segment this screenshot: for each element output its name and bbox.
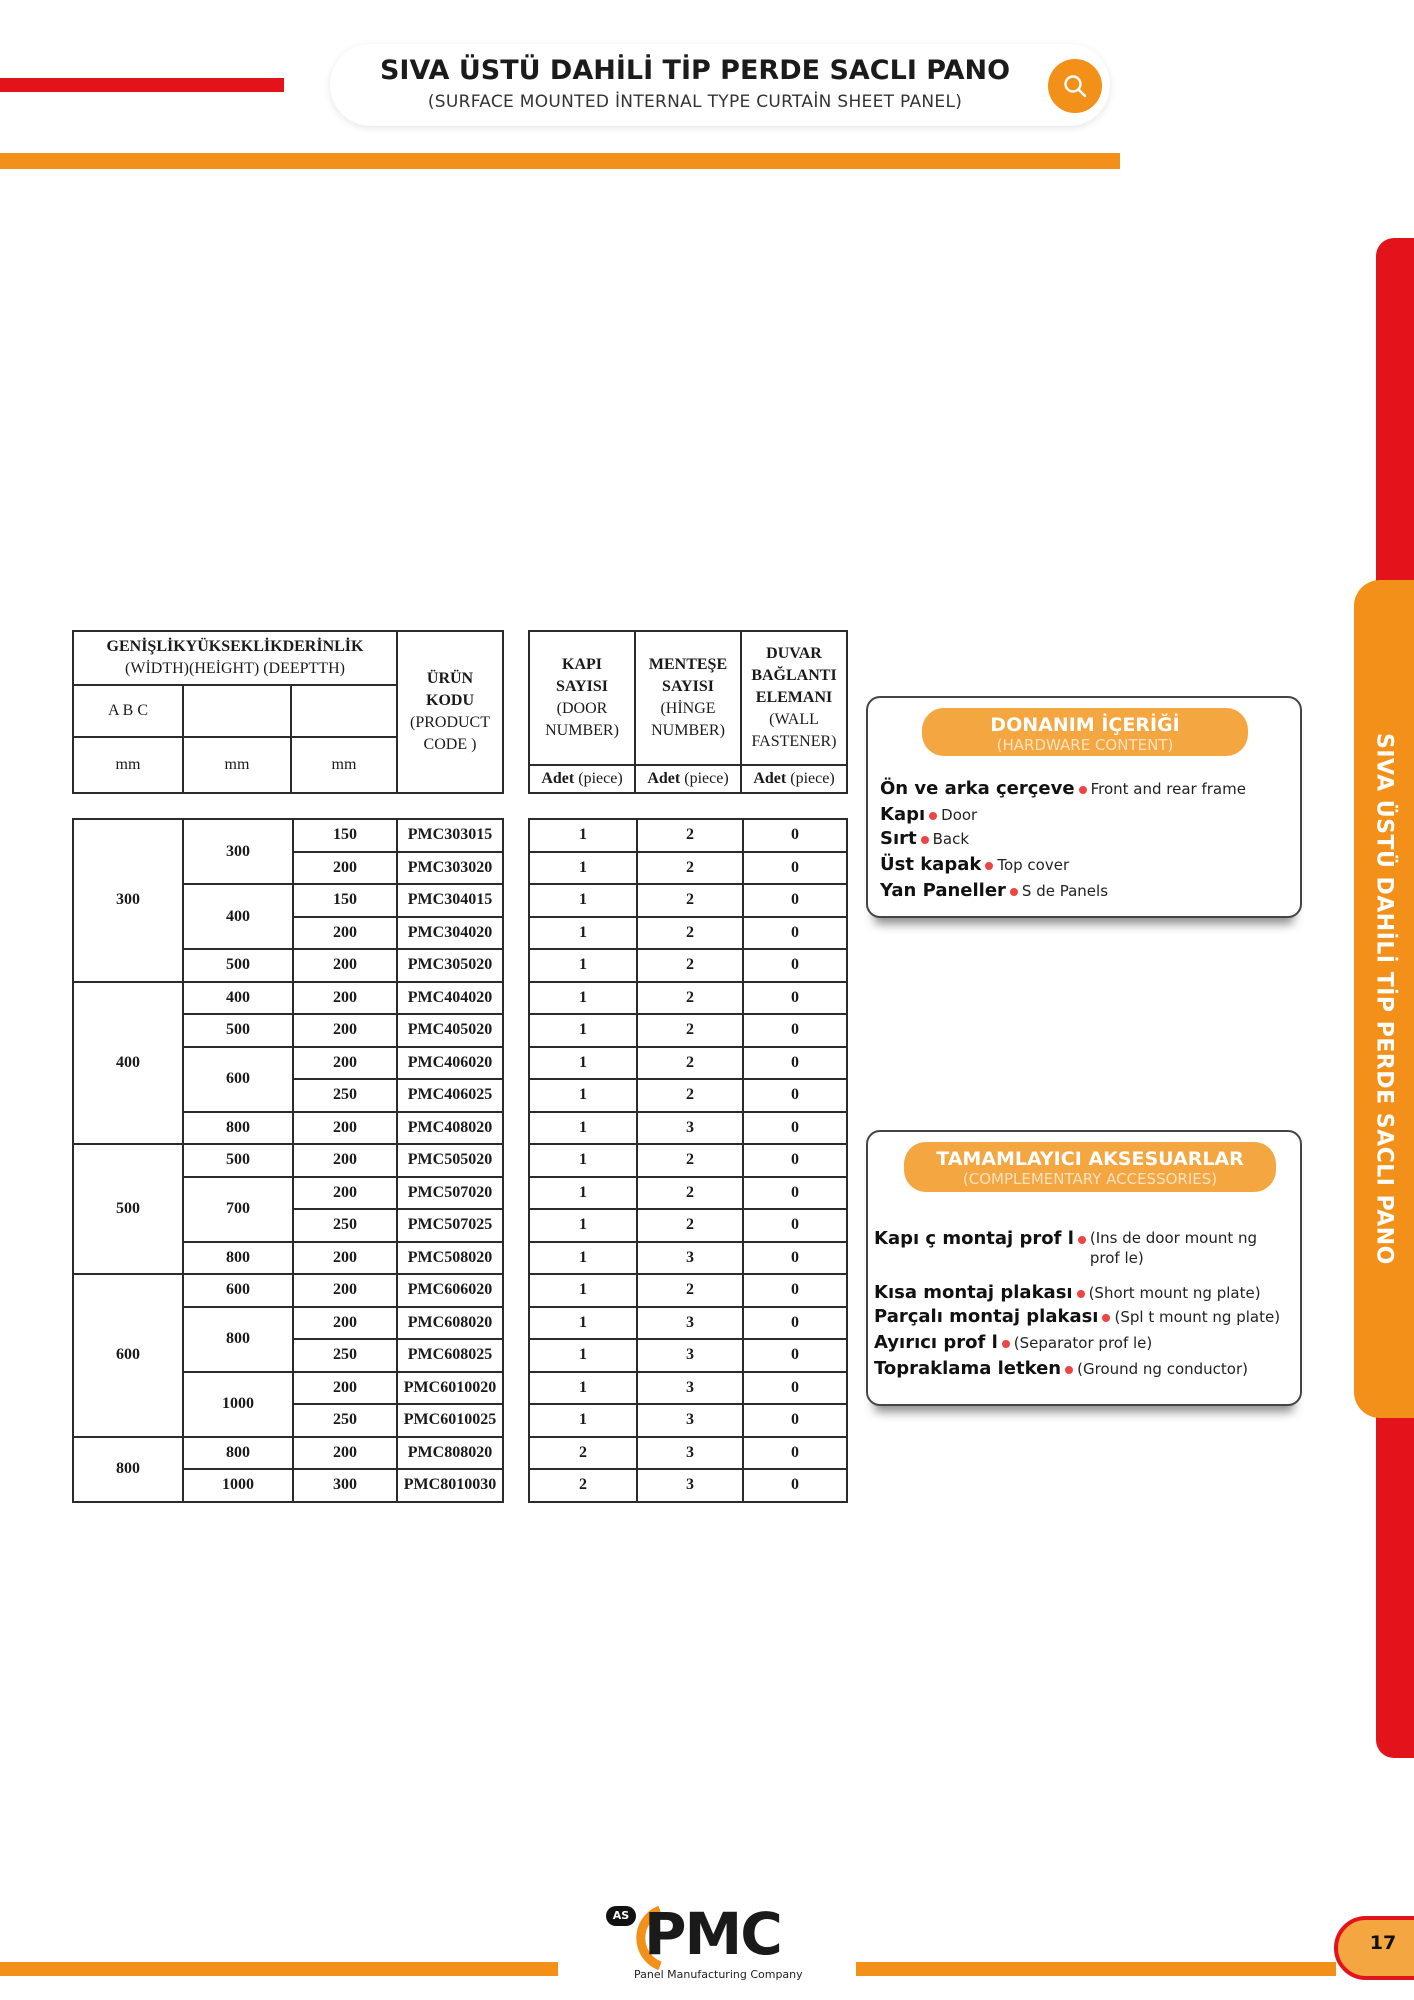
table-row xyxy=(529,819,847,852)
height-cell: 800 xyxy=(183,1112,293,1145)
width-cell: 800 xyxy=(73,1437,183,1502)
item-turkish-label: Sırt xyxy=(880,828,917,849)
depth-cell: 250 xyxy=(293,1339,397,1372)
item-turkish-label: Yan Paneller xyxy=(880,880,1006,901)
hinge-count-cell: 3 xyxy=(637,1469,743,1502)
table-row xyxy=(529,1112,847,1145)
product-code-cell: PMC408020 xyxy=(397,1112,503,1145)
table-row xyxy=(529,982,847,1015)
hardware-title: DONANIM İÇERİĞİ xyxy=(990,714,1180,736)
wall-fastener-cell: 0 xyxy=(743,884,847,917)
width-cell: 400 xyxy=(73,982,183,1145)
hinge-unit xyxy=(635,765,741,793)
item-english-label: (Ins de door mount ng prof le) xyxy=(1089,1229,1258,1267)
door-count-cell: 1 xyxy=(529,1014,637,1047)
dimension-sub-label: (WİDTH)(HEİGHT) (DEEPTTH) xyxy=(125,660,345,677)
product-code-cell: PMC608025 xyxy=(397,1339,503,1372)
door-count-cell: 1 xyxy=(529,1404,637,1437)
unit-depth: mm xyxy=(291,737,397,793)
depth-cell: 200 xyxy=(293,1144,397,1177)
adet-label: Adet xyxy=(753,770,787,787)
hinge-count-cell: 3 xyxy=(637,1404,743,1437)
item-turkish-label: Ön ve arka çerçeve xyxy=(880,778,1075,799)
depth-cell: 200 xyxy=(293,949,397,982)
item-english-label: (Short mount ng plate) xyxy=(1088,1284,1261,1302)
product-dimension-table xyxy=(72,818,504,1503)
depth-cell: 200 xyxy=(293,1437,397,1470)
search-icon xyxy=(1062,73,1088,99)
height-cell: 600 xyxy=(183,1274,293,1307)
list-item xyxy=(874,1306,1280,1327)
logo-tagline: Panel Manufacturing Company xyxy=(634,1968,803,1981)
wall-unit xyxy=(741,765,847,793)
adet-label: Adet xyxy=(647,770,681,787)
door-count-cell: 1 xyxy=(529,1079,637,1112)
dimension-top-label: GENİŞLİKYÜKSEKLİKDERİNLİK xyxy=(106,638,364,655)
bullet-dot-icon xyxy=(985,862,993,870)
table-row xyxy=(529,1372,847,1405)
wall-fastener-cell: 0 xyxy=(743,852,847,885)
height-cell: 500 xyxy=(183,949,293,982)
door-count-cell: 1 xyxy=(529,1307,637,1340)
hinge-count-cell: 2 xyxy=(637,1274,743,1307)
item-english-label: Back xyxy=(932,830,970,848)
item-english-label: Top cover xyxy=(997,856,1070,874)
door-count-cell: 1 xyxy=(529,1242,637,1275)
product-code-cell: PMC606020 xyxy=(397,1274,503,1307)
product-code-cell: PMC404020 xyxy=(397,982,503,1015)
product-code-cell: PMC303015 xyxy=(397,819,503,852)
item-english-label: S de Panels xyxy=(1021,882,1109,900)
door-count-cell: 1 xyxy=(529,1274,637,1307)
table-row xyxy=(529,949,847,982)
door-count-cell: 1 xyxy=(529,1112,637,1145)
table-row xyxy=(529,1437,847,1470)
wall-label: DUVAR BAĞLANTI ELEMANI xyxy=(751,645,837,706)
table-row xyxy=(529,1047,847,1080)
product-code-cell: PMC304015 xyxy=(397,884,503,917)
wall-fastener-cell: 0 xyxy=(743,1014,847,1047)
hinge-count-cell: 2 xyxy=(637,982,743,1015)
wall-fastener-cell: 0 xyxy=(743,949,847,982)
item-turkish-label: Ayırıcı prof l xyxy=(874,1332,998,1353)
accessories-title: TAMAMLAYICI AKSESUARLAR xyxy=(936,1148,1244,1170)
depth-cell: 200 xyxy=(293,1307,397,1340)
wall-sub-label: (WALL FASTENER) xyxy=(751,711,837,750)
door-count-cell: 2 xyxy=(529,1469,637,1502)
wall-fastener-cell: 0 xyxy=(743,1079,847,1112)
piece-label: (piece) xyxy=(578,770,623,787)
wall-fastener-cell: 0 xyxy=(743,1242,847,1275)
door-count-cell: 1 xyxy=(529,884,637,917)
hinge-count-cell: 3 xyxy=(637,1437,743,1470)
product-code-cell: PMC406025 xyxy=(397,1079,503,1112)
table-row xyxy=(529,1404,847,1437)
depth-cell: 200 xyxy=(293,1177,397,1210)
depth-cell: 250 xyxy=(293,1209,397,1242)
page-title: SIVA ÜSTÜ DAHİLİ TİP PERDE SACLI PANO xyxy=(379,55,1011,86)
product-code-cell: PMC303020 xyxy=(397,852,503,885)
door-count-cell: 2 xyxy=(529,1437,637,1470)
dimension-blank-c xyxy=(291,685,397,737)
depth-cell: 200 xyxy=(293,1047,397,1080)
hardware-title-pill xyxy=(922,708,1248,756)
depth-cell: 200 xyxy=(293,1112,397,1145)
table-row xyxy=(529,1242,847,1275)
height-cell: 500 xyxy=(183,1144,293,1177)
table-row xyxy=(529,1274,847,1307)
wall-fastener-cell: 0 xyxy=(743,917,847,950)
hinge-count-cell: 2 xyxy=(637,1144,743,1177)
hinge-count-cell: 2 xyxy=(637,1209,743,1242)
door-count-heading xyxy=(529,631,635,765)
wall-fastener-cell: 0 xyxy=(743,1437,847,1470)
height-cell: 1000 xyxy=(183,1372,293,1437)
hinge-count-cell: 2 xyxy=(637,917,743,950)
bullet-dot-icon xyxy=(929,812,937,820)
wall-fastener-cell: 0 xyxy=(743,1047,847,1080)
product-code-cell: PMC8010030 xyxy=(397,1469,503,1502)
table-row xyxy=(529,1469,847,1502)
table-row xyxy=(73,982,503,1015)
door-unit xyxy=(529,765,635,793)
item-english-label: (Separator prof le) xyxy=(1013,1334,1153,1352)
product-code-cell: PMC304020 xyxy=(397,917,503,950)
list-item xyxy=(874,1332,1152,1353)
hinge-count-cell: 2 xyxy=(637,819,743,852)
accessories-title-pill xyxy=(904,1142,1276,1192)
product-code-cell: PMC507025 xyxy=(397,1209,503,1242)
bullet-dot-icon xyxy=(1065,1366,1073,1374)
item-english-label: (Ground ng conductor) xyxy=(1077,1360,1248,1378)
width-cell: 500 xyxy=(73,1144,183,1274)
bullet-dot-icon xyxy=(1002,1340,1010,1348)
door-label: KAPI SAYISI xyxy=(556,656,608,695)
table-row xyxy=(529,1209,847,1242)
wall-fastener-heading xyxy=(741,631,847,765)
product-code-cell: PMC507020 xyxy=(397,1177,503,1210)
table-row xyxy=(529,1177,847,1210)
table-row xyxy=(529,1144,847,1177)
item-turkish-label: Üst kapak xyxy=(880,854,982,875)
depth-cell: 200 xyxy=(293,1242,397,1275)
hinge-count-cell: 3 xyxy=(637,1372,743,1405)
wall-fastener-cell: 0 xyxy=(743,1209,847,1242)
hinge-count-cell: 3 xyxy=(637,1242,743,1275)
wall-fastener-cell: 0 xyxy=(743,1469,847,1502)
door-count-cell: 1 xyxy=(529,1144,637,1177)
width-cell: 600 xyxy=(73,1274,183,1437)
list-item xyxy=(880,778,1246,799)
logo-as-badge: AS xyxy=(606,1906,636,1926)
door-sub-label: (DOOR NUMBER) xyxy=(545,700,619,739)
hinge-count-cell: 2 xyxy=(637,1079,743,1112)
door-count-cell: 1 xyxy=(529,917,637,950)
height-cell: 1000 xyxy=(183,1469,293,1502)
hinge-count-cell: 3 xyxy=(637,1339,743,1372)
product-code-cell: PMC505020 xyxy=(397,1144,503,1177)
wall-fastener-cell: 0 xyxy=(743,1339,847,1372)
wall-fastener-cell: 0 xyxy=(743,1144,847,1177)
product-code-cell: PMC6010025 xyxy=(397,1404,503,1437)
product-code-cell: PMC406020 xyxy=(397,1047,503,1080)
accessories-list xyxy=(874,1228,1300,1404)
table-row xyxy=(529,884,847,917)
list-item xyxy=(880,828,969,849)
item-turkish-label: Topraklama letken xyxy=(874,1358,1062,1379)
item-turkish-label: Parçalı montaj plakası xyxy=(874,1306,1099,1327)
depth-cell: 250 xyxy=(293,1404,397,1437)
code-sub-label: (PRODUCT CODE ) xyxy=(409,714,490,753)
height-cell: 800 xyxy=(183,1242,293,1275)
dimension-header-table xyxy=(72,630,504,794)
dimension-letters: A B C xyxy=(73,685,183,737)
hinge-count-cell: 2 xyxy=(637,949,743,982)
wall-fastener-cell: 0 xyxy=(743,819,847,852)
list-item xyxy=(880,880,1108,901)
table-row xyxy=(73,819,503,852)
wall-fastener-cell: 0 xyxy=(743,1307,847,1340)
door-count-cell: 1 xyxy=(529,949,637,982)
door-count-cell: 1 xyxy=(529,1209,637,1242)
logo-text: PMC xyxy=(644,1900,781,1968)
height-cell: 600 xyxy=(183,1047,293,1112)
list-item xyxy=(874,1358,1248,1379)
table-row xyxy=(73,1437,503,1470)
hinge-count-heading xyxy=(635,631,741,765)
footer-orange-bar-right xyxy=(856,1962,1336,1976)
hinge-count-cell: 3 xyxy=(637,1112,743,1145)
bullet-dot-icon xyxy=(1077,1290,1085,1298)
depth-cell: 200 xyxy=(293,1274,397,1307)
piece-label: (piece) xyxy=(790,770,835,787)
product-code-cell: PMC808020 xyxy=(397,1437,503,1470)
product-code-cell: PMC405020 xyxy=(397,1014,503,1047)
pmc-logo xyxy=(600,1896,820,1986)
header-orange-bar xyxy=(0,153,1120,169)
bullet-dot-icon xyxy=(1078,1236,1086,1244)
product-code-cell: PMC608020 xyxy=(397,1307,503,1340)
bullet-dot-icon xyxy=(921,836,929,844)
door-count-cell: 1 xyxy=(529,1047,637,1080)
depth-cell: 200 xyxy=(293,852,397,885)
product-count-table xyxy=(528,818,848,1503)
product-code-heading xyxy=(397,631,503,793)
item-turkish-label: Kapı ç montaj prof l xyxy=(874,1228,1074,1249)
table-row xyxy=(529,1339,847,1372)
depth-cell: 250 xyxy=(293,1079,397,1112)
table-row xyxy=(529,1014,847,1047)
hinge-count-cell: 3 xyxy=(637,1307,743,1340)
adet-label: Adet xyxy=(541,770,575,787)
dimension-blank-b xyxy=(183,685,291,737)
code-label: ÜRÜN KODU xyxy=(426,670,474,709)
hardware-list xyxy=(880,778,1300,918)
height-cell: 400 xyxy=(183,884,293,949)
wall-fastener-cell: 0 xyxy=(743,1274,847,1307)
item-english-label: Door xyxy=(941,806,978,824)
wall-fastener-cell: 0 xyxy=(743,1112,847,1145)
page-number: 17 xyxy=(1369,1932,1397,1954)
door-count-cell: 1 xyxy=(529,852,637,885)
footer-orange-bar-left xyxy=(0,1962,558,1976)
height-cell: 300 xyxy=(183,819,293,884)
door-count-cell: 1 xyxy=(529,819,637,852)
table-row xyxy=(73,1274,503,1307)
side-label-text: SIVA ÜSTÜ DAHİLİ TİP PERDE SACLI PANO xyxy=(1371,733,1397,1265)
table-row xyxy=(529,852,847,885)
wall-fastener-cell: 0 xyxy=(743,982,847,1015)
search-button[interactable] xyxy=(1048,59,1102,113)
bullet-dot-icon xyxy=(1010,888,1018,896)
hinge-count-cell: 2 xyxy=(637,1014,743,1047)
hinge-sub-label: (HİNGE NUMBER) xyxy=(651,700,725,739)
count-header-table xyxy=(528,630,848,794)
depth-cell: 200 xyxy=(293,982,397,1015)
height-cell: 400 xyxy=(183,982,293,1015)
height-cell: 800 xyxy=(183,1307,293,1372)
accessories-subtitle: (COMPLEMENTARY ACCESSORIES) xyxy=(962,1170,1218,1188)
hinge-count-cell: 2 xyxy=(637,884,743,917)
item-english-label: Front and rear frame xyxy=(1090,780,1246,798)
unit-width: mm xyxy=(73,737,183,793)
list-item xyxy=(874,1228,1286,1268)
depth-cell: 150 xyxy=(293,819,397,852)
depth-cell: 200 xyxy=(293,917,397,950)
list-item xyxy=(880,854,1069,875)
header-red-bar xyxy=(0,78,284,92)
wall-fastener-cell: 0 xyxy=(743,1404,847,1437)
item-turkish-label: Kısa montaj plakası xyxy=(874,1282,1073,1303)
depth-cell: 200 xyxy=(293,1014,397,1047)
bullet-dot-icon xyxy=(1102,1314,1110,1322)
width-cell: 300 xyxy=(73,819,183,982)
product-code-cell: PMC6010020 xyxy=(397,1372,503,1405)
wall-fastener-cell: 0 xyxy=(743,1177,847,1210)
hinge-count-cell: 2 xyxy=(637,852,743,885)
piece-label: (piece) xyxy=(684,770,729,787)
table-row xyxy=(529,1307,847,1340)
door-count-cell: 1 xyxy=(529,1177,637,1210)
side-label xyxy=(1354,580,1414,1418)
item-turkish-label: Kapı xyxy=(880,804,926,825)
unit-height: mm xyxy=(183,737,291,793)
list-item xyxy=(874,1282,1261,1303)
list-item xyxy=(880,804,977,825)
wall-fastener-cell: 0 xyxy=(743,1372,847,1405)
hinge-label: MENTEŞE SAYISI xyxy=(648,656,728,695)
hardware-subtitle: (HARDWARE CONTENT) xyxy=(996,736,1174,754)
product-code-cell: PMC305020 xyxy=(397,949,503,982)
dimension-heading xyxy=(73,631,397,685)
table-row xyxy=(529,917,847,950)
item-english-label: (Spl t mount ng plate) xyxy=(1114,1308,1281,1326)
hinge-count-cell: 2 xyxy=(637,1177,743,1210)
table-row xyxy=(73,1144,503,1177)
hinge-count-cell: 2 xyxy=(637,1047,743,1080)
product-code-cell: PMC508020 xyxy=(397,1242,503,1275)
height-cell: 800 xyxy=(183,1437,293,1470)
page-subtitle: (SURFACE MOUNTED İNTERNAL TYPE CURTAİN SHEET PANEL) xyxy=(427,92,963,112)
table-row xyxy=(529,1079,847,1112)
bullet-dot-icon xyxy=(1079,786,1087,794)
depth-cell: 150 xyxy=(293,884,397,917)
height-cell: 700 xyxy=(183,1177,293,1242)
depth-cell: 300 xyxy=(293,1469,397,1502)
depth-cell: 200 xyxy=(293,1372,397,1405)
door-count-cell: 1 xyxy=(529,1372,637,1405)
door-count-cell: 1 xyxy=(529,982,637,1015)
door-count-cell: 1 xyxy=(529,1339,637,1372)
height-cell: 500 xyxy=(183,1014,293,1047)
